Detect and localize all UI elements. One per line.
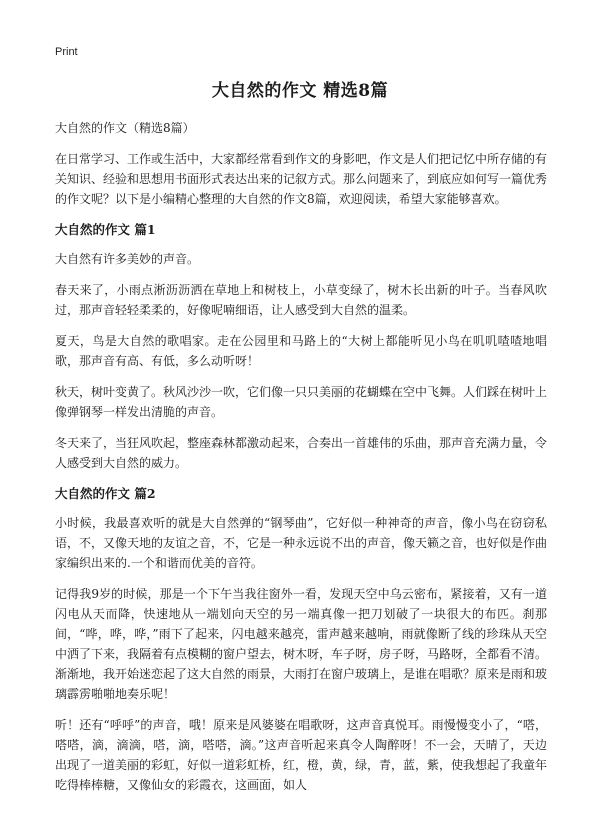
intro-paragraph: 在日常学习、工作或生活中，大家都经常看到作文的身影吧，作文是人们把记忆中所存储的有关知识、经验和思想用书面形式表达出来的记叙方式。那么问题来了，到底应如何写一篇优秀的作文呢？以下是小编精心整理的大自然的作文8篇，欢迎阅读，希望大家能够喜欢。 (55, 152, 548, 206)
print-link[interactable]: Print (55, 46, 78, 58)
section-1-paragraph-5: 冬天来了，当狂风吹起，整座森林都激动起来，合奏出一首雄伟的乐曲，那声音充满力量，令人感受到大自然的威力。 (55, 436, 548, 470)
section-1-paragraph-1: 大自然有许多美妙的声音。 (55, 252, 200, 266)
section-2-paragraph-2: 记得我9岁的时候，那是一个下午当我往窗外一看，发现天空中乌云密布，紧接着，又有一道闪电从天而降，快速地从一端划向天空的另一端真像一把刀划破了一块很大的布匹。刹那间，“哗，哗，哗，”雨下了起来，闪电越来越亮，雷声越来越响，雨就像断了线的珍珠从天空中洒了下来，我隔着有点模糊的窗户望去，树木呀，车子呀，房子呀，马路呀，全都看不清。渐渐地，我开始迷恋起了这大自然的雨景，大雨打在窗户玻璃上，是谁在唱歌？原来是雨和玻璃霹雳啪啪地奏乐呢！ (55, 587, 548, 701)
article-subtitle: 大自然的作文（精选8篇） (55, 121, 195, 135)
article-body (55, 118, 547, 806)
section-2-paragraph-3: 听！还有“呼呼”的声音，哦！原来是风婆婆在唱歌呀，这声音真悦耳。雨慢慢变小了，“嗒，嗒嗒，滴，滴滴，嗒，滴，嗒嗒，滴。”这声音听起来真令人陶醉呀！不一会，天晴了，天边出现了一道美丽的彩虹，好似一道彩虹桥，红，橙，黄，绿，青，蓝，紫，使我想起了我童年吃得棒棒糖，又像仙女的彩霞衣，这画面，如人 (55, 718, 548, 792)
section-1-paragraph-2: 春天来了，小雨点淅沥沥洒在草地上和树枝上，小草变绿了，树木长出新的叶子。当春风吹过，那声音轻轻柔柔的，好像呢喃细语，让人感受到大自然的温柔。 (55, 283, 547, 317)
section-heading-1: 大自然的作文 篇1 (55, 222, 156, 237)
page-title: 大自然的作文 精选8篇 (211, 81, 389, 101)
section-heading-2: 大自然的作文 篇2 (55, 486, 156, 501)
section-1-paragraph-3: 夏天，鸟是大自然的歌唱家。走在公园里和马路上的“大树上都能听见小鸟在叽叽喳喳地唱歌，那声音有高、有低，多么动听呀！ (55, 334, 547, 368)
section-1-paragraph-4: 秋天，树叶变黄了。秋风沙沙一吹，它们像一只只美丽的花蝴蝶在空中飞舞。人们踩在树叶上像弹钢琴一样发出清脆的声音。 (55, 385, 548, 419)
section-2-paragraph-1: 小时候，我最喜欢听的就是大自然弹的“钢琴曲”，它好似一种神奇的声音，像小鸟在窃窃私语，不，又像天地的友谊之音，不，它是一种永远说不出的声音，像天籁之音，也好似是作曲家编织出来的.一个和谐而优美的音符。 (55, 516, 548, 570)
